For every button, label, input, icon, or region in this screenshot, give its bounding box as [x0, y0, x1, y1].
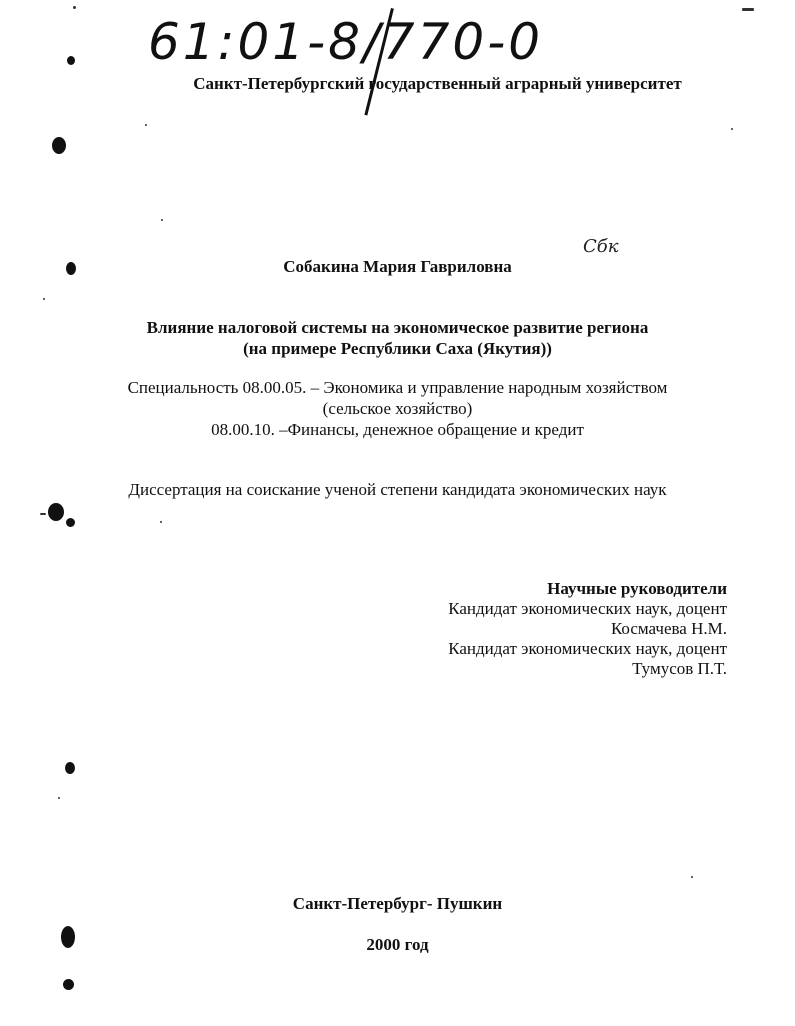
thesis-title-line-2: (на примере Республики Саха (Якутия)): [243, 339, 552, 358]
binding-hole-8: [63, 979, 74, 990]
supervisor-2-name: Тумусов П.Т.: [632, 659, 727, 678]
specialty-line-1: Специальность 08.00.05. – Экономика и управление народным хозяйством: [127, 378, 668, 397]
scan-speck: [58, 797, 60, 799]
supervisors-heading: Научные руководители: [547, 579, 727, 598]
publication-year: 2000 год: [366, 935, 429, 954]
scan-speck: [145, 124, 147, 126]
binding-hole-4: [48, 503, 64, 521]
author-name: Собакина Мария Гавриловна: [283, 257, 512, 276]
specialty-line-3: 08.00.10. –Финансы, денежное обращение и кредит: [211, 420, 584, 439]
binding-hole-1: [67, 56, 75, 65]
binding-hole-6: [65, 762, 75, 774]
scan-speck: [731, 128, 733, 130]
supervisor-1-degree: Кандидат экономических наук, доцент: [448, 599, 727, 618]
supervisor-1-name: Космачева Н.М.: [610, 619, 727, 638]
specialty-line-2: (сельское хозяйство): [322, 399, 473, 418]
scan-speck: [43, 298, 45, 300]
binding-hole-5: [66, 518, 75, 527]
dissertation-type: Диссертация на соискание ученой степени кандидата экономических наук: [128, 480, 667, 499]
binding-hole-3: [66, 262, 76, 275]
scan-speck: [691, 876, 693, 878]
binding-hole-2: [52, 137, 66, 154]
scan-speck: [40, 513, 46, 515]
catalog-number-handwritten: 61:01-8/770-0: [148, 13, 544, 71]
university-name: Санкт-Петербургский государственный аграрный университет: [193, 74, 682, 93]
publication-city: Санкт-Петербург- Пушкин: [292, 894, 503, 913]
scan-speck: [742, 8, 754, 11]
scan-speck: [160, 521, 162, 523]
scan-speck: [73, 6, 76, 9]
supervisor-2-degree: Кандидат экономических наук, доцент: [448, 639, 727, 658]
thesis-title-line-1: Влияние налоговой системы на экономическое развитие региона: [146, 318, 649, 337]
binding-hole-7: [61, 926, 75, 948]
author-signature: Сбк: [583, 236, 619, 257]
scan-speck: [161, 219, 163, 221]
